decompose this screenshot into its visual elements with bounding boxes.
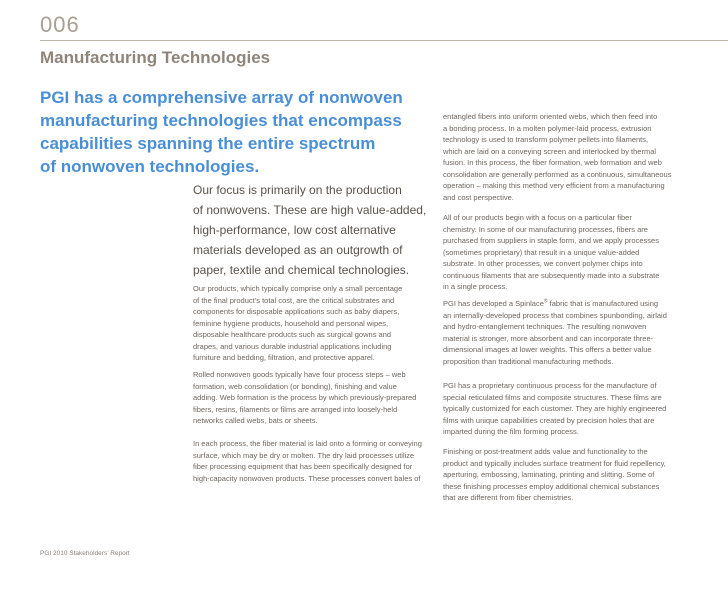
body-paragraph-entangled xyxy=(443,111,723,203)
body-paragraph-process-steps xyxy=(193,369,443,427)
header-divider xyxy=(40,40,728,41)
body-line: these finishing processes employ additional chemical substances xyxy=(443,481,660,491)
body-line: in a single process. xyxy=(443,282,508,291)
body-paragraph-finishing xyxy=(443,446,723,504)
body-line: drapes, and various durable industrial applications including xyxy=(193,341,392,351)
body-line: that are different from fiber chemistries. xyxy=(443,493,574,502)
body-line: proposition than traditional manufacturing methods. xyxy=(443,356,614,366)
body-line: which are laid on a conveying screen and interlocked by thermal xyxy=(443,146,657,156)
body-line: films with unique capabilities created by precision holes that are xyxy=(443,415,655,425)
spinlace-text-tail: fabric that is manufactured using xyxy=(547,299,659,308)
body-line: consolidation are generally performed as a continuous, simultaneous xyxy=(443,169,672,179)
headline xyxy=(40,86,440,178)
body-line: and hydro-entanglement techniques. The resulting nonwoven xyxy=(443,322,647,331)
body-paragraph-spinlace xyxy=(443,298,723,367)
body-paragraph-products xyxy=(193,283,443,364)
body-line: Rolled nonwoven goods typically have four process steps – web xyxy=(193,370,406,379)
body-line: formation, web consolidation (or bonding), finishing and value xyxy=(193,381,397,391)
lead-paragraph xyxy=(193,180,433,280)
headline-line: of nonwoven technologies. xyxy=(40,157,260,176)
body-line: technology is used to transform polymer pellets into filaments, xyxy=(443,135,649,144)
body-line xyxy=(443,298,723,310)
body-line: disposable healthcare products such as surgical gowns and xyxy=(193,330,392,339)
footer-report-name: PGI 2010 Stakeholders’ Report xyxy=(40,550,130,557)
body-line: In each process, the fiber material is laid onto a forming or conveying xyxy=(193,439,422,448)
body-line: of the final product’s total cost, are the critical substrates and xyxy=(193,295,395,305)
body-line: product and typically includes surface treatment for fluid repellency, xyxy=(443,458,666,468)
body-line: surface, which may be dry or molten. The dry laid processes utilize xyxy=(193,450,415,460)
headline-line: PGI has a comprehensive array of nonwoven xyxy=(40,88,403,107)
body-line: components for disposable applications such as baby diapers, xyxy=(193,307,400,316)
lead-line: of nonwovens. These are high value-added, xyxy=(193,203,427,217)
page-number: 006 xyxy=(40,12,80,37)
body-line: furniture and bedding, filtration, and protective apparel. xyxy=(193,353,375,362)
body-line: fiber processing equipment that has been specifically designed for xyxy=(193,462,413,471)
body-line: Finishing or post-treatment adds value and functionality to the xyxy=(443,447,648,456)
body-line: All of our products begin with a focus on a particular fiber xyxy=(443,213,632,222)
body-paragraph-films xyxy=(443,380,723,438)
body-line: feminine hygiene products, household and personal wipes, xyxy=(193,318,389,328)
body-line: typically customized for each customer. They are highly engineered xyxy=(443,404,667,413)
spinlace-text: PGI has developed a Spinlace xyxy=(443,299,544,308)
headline-line: manufacturing technologies that encompass xyxy=(40,111,402,130)
body-line: entangled fibers into uniform oriented webs, which then feed into xyxy=(443,112,658,121)
body-line: material is stronger, more absorbent and can incorporate three- xyxy=(443,333,654,343)
body-line: fusion. In this process, the fiber formation, web formation and web xyxy=(443,158,662,167)
body-line: operation – making this method very efficient from a manufacturing xyxy=(443,181,665,190)
body-line: fibers, resins, filaments or films are arranged into loosely-held xyxy=(193,404,398,414)
body-line: a bonding process. In a molten polymer-laid process, extrusion xyxy=(443,123,652,133)
lead-line: materials developed as an outgrowth of xyxy=(193,243,403,257)
body-line: PGI has a proprietary continuous process for the manufacture of xyxy=(443,381,657,390)
body-line: continuous filaments that are subsequently made into a substrate xyxy=(443,270,660,280)
body-paragraph-forming xyxy=(193,438,443,484)
body-line: imparted during the film forming process. xyxy=(443,427,579,436)
body-line: Our products, which typically comprise only a small percentage xyxy=(193,284,403,293)
body-line: high-capacity nonwoven products. These processes convert bales of xyxy=(193,473,421,483)
body-line: substrate. In other processes, we convert polymer chips into xyxy=(443,259,643,268)
headline-line: capabilities spanning the entire spectrum xyxy=(40,134,376,153)
body-line: chemistry. In some of our manufacturing processes, fibers are xyxy=(443,224,648,234)
body-line: and cost perspective. xyxy=(443,192,514,202)
lead-line: paper, textile and chemical technologies. xyxy=(193,263,410,277)
body-line: special reticulated films and composite structures. These films are xyxy=(443,392,662,402)
registered-mark: ® xyxy=(543,298,548,305)
section-title: Manufacturing Technologies xyxy=(40,48,271,67)
body-line: adding. Web formation is the process by which previously-prepared xyxy=(193,393,417,402)
body-line: aperturing, embossing, laminating, printing and slitting. Some of xyxy=(443,470,655,479)
lead-line: Our focus is primarily on the production xyxy=(193,183,402,197)
body-line: dimensional images at lower weights. This offers a better value xyxy=(443,345,652,354)
body-line: (sometimes proprietary) that result in a unique value-added xyxy=(443,247,640,257)
body-line: purchased from suppliers in staple form, and we apply processes xyxy=(443,236,659,245)
body-paragraph-fiber-chemistry xyxy=(443,212,723,293)
body-line: networks called webs, bats or sheets. xyxy=(193,416,318,425)
lead-line: high-performance, low cost alternative xyxy=(193,223,396,237)
body-line: an internally-developed process that combines spunbonding, airlaid xyxy=(443,310,667,320)
